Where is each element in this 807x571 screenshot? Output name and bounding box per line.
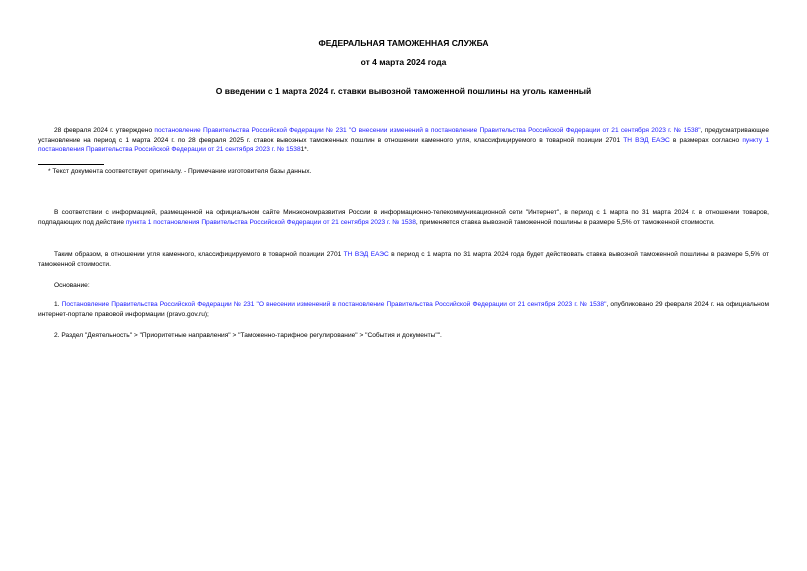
resolution-231-link[interactable]: Постановление Правительства Российской Федерации № 231 "О внесении изменений в постановление Правительства Российской Федерации от 21 сентября 2023 г. № 1538" <box>61 301 607 308</box>
paragraph-approval <box>38 126 769 155</box>
paragraph-rate-info <box>38 208 769 227</box>
resolution-231-link[interactable]: постановление Правительства Российской Федерации № 231 "О внесении изменений в постановление Правительства Российской Федерации от 21 сентября 2023 г. № 1538" <box>154 127 701 134</box>
paragraph-text: В соответствии с информацией, размещенной на официальном сайте Минэкономразвития России в информационно-телекоммуникационной сети "Интернет", в период с 1 марта по 31 марта 2024 г. в отношении товаров, подпадающих под действие <box>38 209 769 226</box>
footnote: * Текст документа соответствует оригиналу. - Примечание изготовителя базы данных. <box>48 168 312 175</box>
paragraph-text: , опубликовано 29 февраля 2024 г. на официальном интернет-портале правовой информации (pravo.gov.ru); <box>38 301 769 318</box>
paragraph-text: в размерах согласно <box>669 136 743 144</box>
basis-item-2: 2. Раздел "Деятельность" > "Приоритетные направления" > "Таможенно-тарифное регулирование" > "События и документы"". <box>54 332 442 339</box>
paragraph-text: , предусматривающее установление на период с 1 марта 2024 г. по 28 февраля 2025 г. ставок вывозных таможенных пошлин в отношении каменного угля, классифицируемого в товарной позиции 2701 <box>38 127 769 144</box>
paragraph-text: 28 февраля 2024 г. утверждено <box>54 127 155 134</box>
paragraph-text: 1*. <box>300 146 309 154</box>
resolution-1538-item1-link[interactable]: пункта 1 постановления Правительства Российской Федерации от 21 сентября 2023 г. № 1538 <box>125 218 416 226</box>
basis-label: Основание: <box>54 282 90 289</box>
resolution-1538-item1-link[interactable]: пункту 1 постановления Правительства Российской Федерации от 21 сентября 2023 г. № 1538 <box>38 136 769 154</box>
tn-ved-link[interactable]: ТН ВЭД ЕАЭС <box>343 251 389 258</box>
basis-number: 1. <box>54 301 62 308</box>
agency-heading: ФЕДЕРАЛЬНАЯ ТАМОЖЕННАЯ СЛУЖБА <box>318 38 489 48</box>
paragraph-text: Таким образом, в отношении угля каменного, классифицируемого в товарной позиции 2701 <box>54 251 344 258</box>
basis-item-1 <box>38 300 769 319</box>
tn-ved-link[interactable]: ТН ВЭД ЕАЭС <box>623 136 670 144</box>
footnote-divider <box>38 164 104 165</box>
paragraph-conclusion <box>38 250 769 269</box>
paragraph-text: , применяется ставка вывозной таможенной пошлины в размере 5,5% от таможенной стоимости. <box>415 218 715 226</box>
document-date: от 4 марта 2024 года <box>360 57 447 67</box>
paragraph-text: в период с 1 марта по 31 марта 2024 года будет действовать ставка вывозной таможенной пошлины в размере 5,5% от таможенной стоимости. <box>38 251 770 268</box>
document-title: О введении с 1 марта 2024 г. ставки вывозной таможенной пошлины на уголь каменный <box>215 86 592 96</box>
